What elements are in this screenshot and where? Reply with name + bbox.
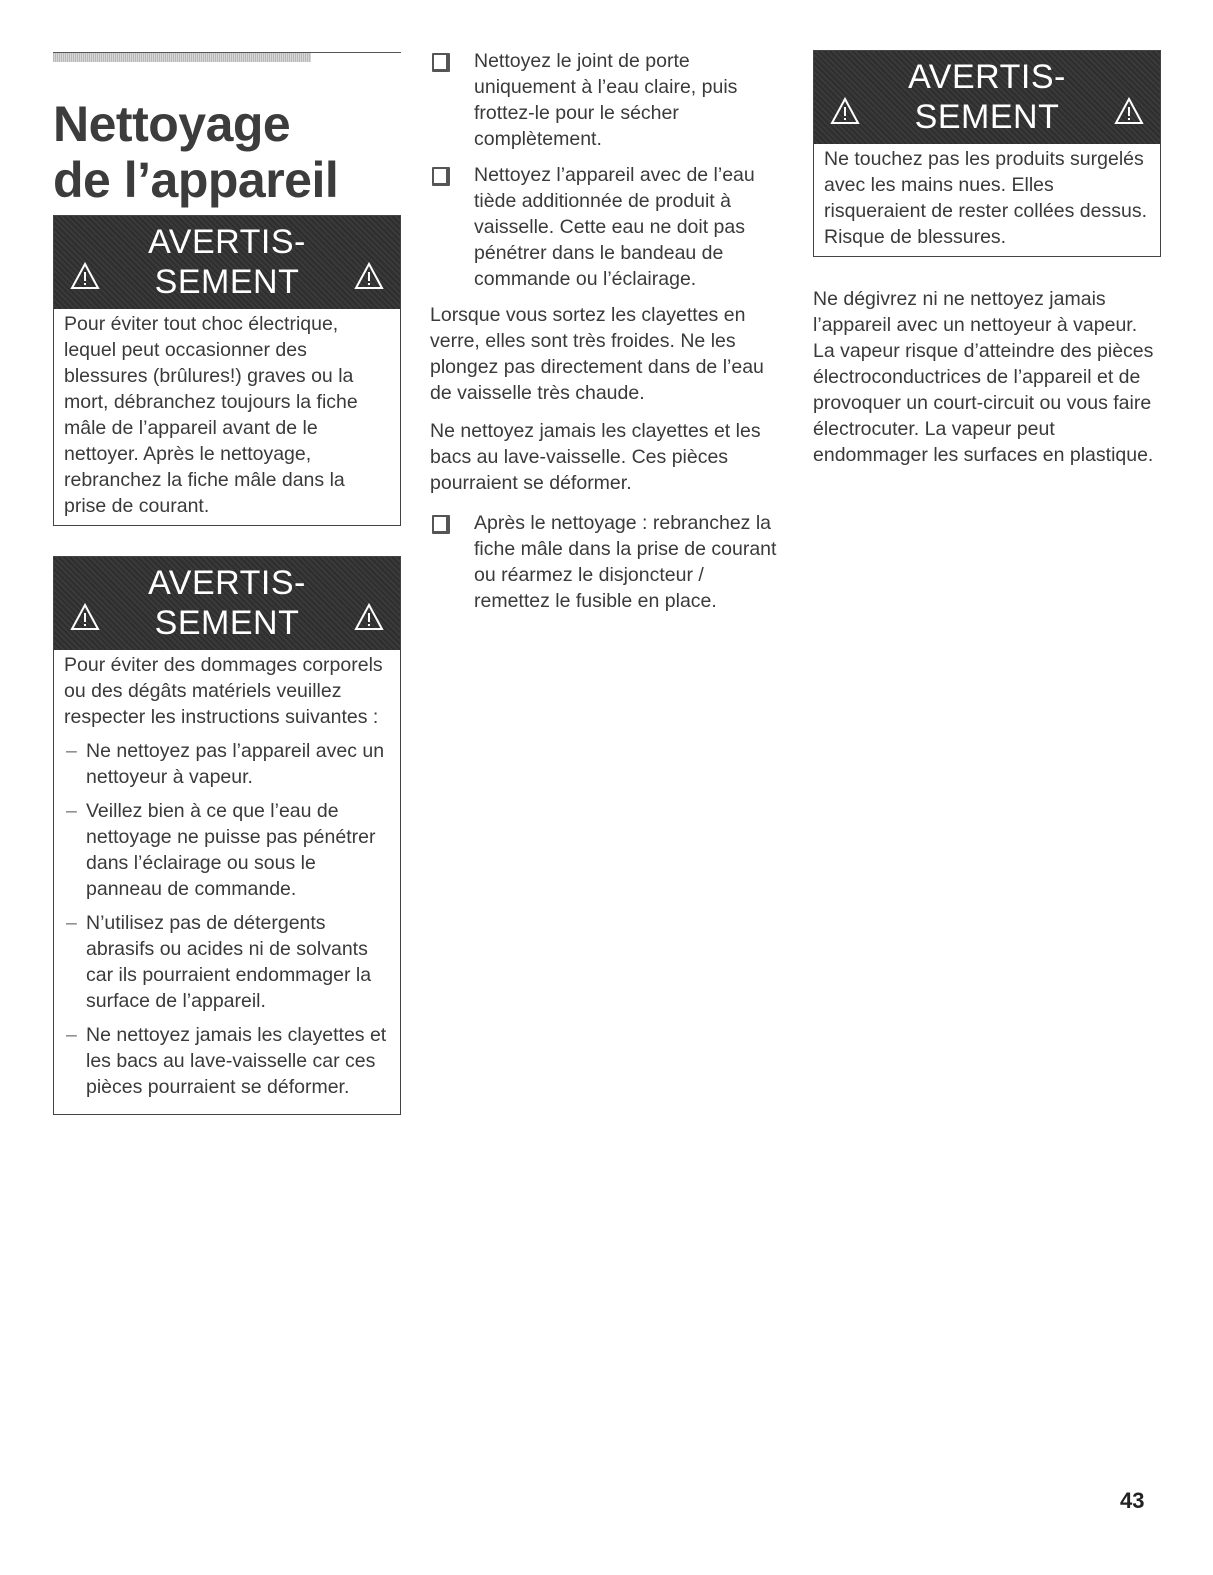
warning-body	[814, 144, 1160, 256]
warning-list	[64, 738, 390, 1100]
list-item: – Ne nettoyez pas l’appareil avec un nettoyeur à vapeur.	[64, 738, 390, 790]
warning-header	[814, 51, 1160, 144]
warning-header	[54, 557, 400, 650]
page-title	[53, 96, 338, 208]
warning-label-line2: SEMENT	[154, 604, 300, 642]
warning-label-line2: SEMENT	[154, 263, 300, 301]
warning-label-line1: AVERTIS-	[148, 223, 306, 261]
step-text: Nettoyez le joint de porte uniquement à l’eau claire, puis frottez-le pour le sécher complètement.	[474, 50, 738, 150]
warning-label-line2: SEMENT	[914, 98, 1060, 136]
warning-triangle-icon	[1114, 97, 1144, 125]
paragraph: Lorsque vous sortez les clayettes en verre, elles sont très froides. Ne les plongez pas directement dans de l’eau de vaisselle très chaude.	[430, 304, 764, 404]
checklist-item	[430, 162, 785, 292]
header-rule	[53, 52, 401, 64]
warning-triangle-icon	[354, 603, 384, 631]
page-title-line2: de l’appareil	[53, 152, 339, 208]
header-line	[53, 52, 401, 53]
checkbox-icon	[432, 53, 450, 72]
paragraph: Ne nettoyez jamais les clayettes et les bacs au lave-vaisselle. Ces pièces pourraient se déformer.	[430, 420, 761, 494]
warning-label-line1: AVERTIS-	[148, 564, 306, 602]
warning-box-electric	[53, 215, 401, 526]
list-item: – N’utilisez pas de détergents abrasifs ou acides ni de solvants car ils pourraient endommager la surface de l’appareil.	[64, 910, 390, 1014]
warning-text: Pour éviter tout choc électrique, lequel peut occasionner des blessures (brûlures!) graves ou la mort, débranchez toujours la fiche mâle de l’appareil avant de le nettoyer. Après le nettoyage, rebranchez la fiche mâle dans la prise de courant.	[64, 313, 358, 517]
step-text: Après le nettoyage : rebranchez la fiche mâle dans la prise de courant ou réarmez le disjoncteur / remettez le fusible en place.	[474, 512, 777, 612]
checkbox-icon	[432, 515, 450, 534]
warning-header	[54, 216, 400, 309]
checkbox-icon	[432, 167, 450, 186]
warning-box-frozen	[813, 50, 1161, 257]
list-item: – Ne nettoyez jamais les clayettes et les bacs au lave-vaisselle car ces pièces pourraient se déformer.	[64, 1022, 390, 1100]
header-shade	[53, 52, 311, 62]
checklist-item	[430, 48, 785, 152]
column-3	[813, 286, 1161, 468]
paragraph: Ne dégivrez ni ne nettoyez jamais l’appareil avec un nettoyeur à vapeur. La vapeur risque d’atteindre des pièces électroconductrices de l’appareil et de provoquer un court-circuit ou vous faire électrocuter. La vapeur peut endommager les surfaces en plastique.	[813, 288, 1154, 466]
checklist-item	[430, 510, 785, 614]
warning-label-line1: AVERTIS-	[908, 58, 1066, 96]
page-title-line1: Nettoyage	[53, 96, 291, 152]
warning-triangle-icon	[354, 262, 384, 290]
warning-body	[54, 650, 400, 1114]
list-item: – Veillez bien à ce que l’eau de nettoyage ne puisse pas pénétrer dans l’éclairage ou sous le panneau de commande.	[64, 798, 390, 902]
warning-box-damage	[53, 556, 401, 1115]
page-number: 43	[1120, 1488, 1145, 1513]
column-2	[430, 48, 785, 614]
warning-text: Ne touchez pas les produits surgelés avec les mains nues. Elles risqueraient de rester collées dessus. Risque de blessures.	[824, 148, 1147, 248]
step-text: Nettoyez l’appareil avec de l’eau tiède additionnée de produit à vaisselle. Cette eau ne doit pas pénétrer dans le bandeau de commande ou l’éclairage.	[474, 164, 755, 290]
warning-body	[54, 309, 400, 525]
warning-intro: Pour éviter des dommages corporels ou des dégâts matériels veuillez respecter les instructions suivantes :	[64, 654, 383, 728]
